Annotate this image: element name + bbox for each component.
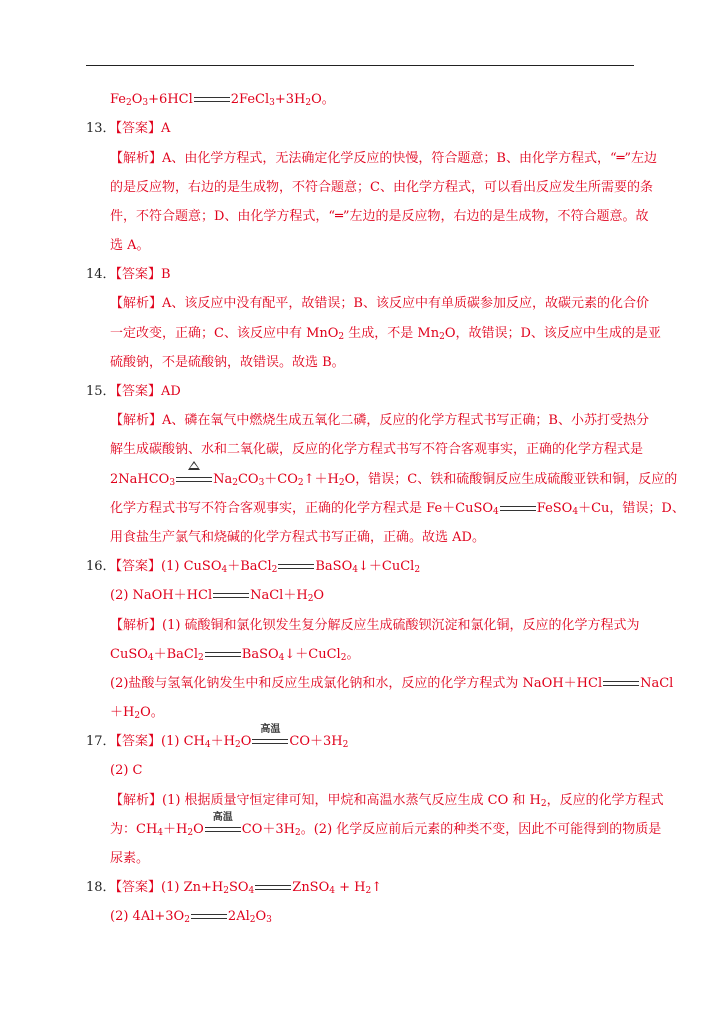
text: 生成，不是 Mn bbox=[344, 326, 440, 341]
text: CuSO bbox=[110, 647, 148, 662]
text: 【答案】(1) Zn+H bbox=[115, 880, 224, 895]
text: ，反应的化学方程式 bbox=[546, 793, 664, 808]
question-17-answer bbox=[86, 723, 349, 750]
subscript: 2 bbox=[297, 478, 304, 488]
text: CO＋3H bbox=[241, 822, 295, 837]
text: O，错误；C、铁和硫酸铜反应生成硫酸亚铁和铜，反应的 bbox=[344, 472, 678, 487]
text: ＋H bbox=[163, 822, 188, 837]
subscript: 2 bbox=[223, 886, 229, 896]
text: SO bbox=[228, 880, 249, 895]
question-15-answer bbox=[86, 384, 181, 400]
text: + H bbox=[334, 880, 366, 895]
subscript: 3 bbox=[266, 915, 272, 925]
text: O bbox=[313, 588, 325, 603]
subscript: 4 bbox=[278, 653, 285, 663]
subscript: 3 bbox=[169, 478, 176, 488]
text: FeSO bbox=[536, 501, 573, 516]
subscript: 4 bbox=[572, 507, 579, 517]
equals-sign bbox=[278, 564, 314, 570]
explanation-line: 的是反应物，右边的是生成物，不符合题意；C、由化学方程式，可以看出反应发生所需要的条 bbox=[110, 180, 653, 195]
equals-sign bbox=[255, 885, 291, 891]
text: ↑ bbox=[371, 880, 383, 895]
question-number: 13． bbox=[86, 121, 116, 136]
explanation-line bbox=[110, 647, 359, 663]
text: 。(2) 化学反应前后元素的种类不变，因此不可能得到的物质是 bbox=[300, 822, 662, 837]
explanation-line bbox=[110, 676, 673, 692]
text: ZnSO bbox=[292, 880, 330, 895]
text: O bbox=[131, 92, 143, 107]
equals-sign bbox=[500, 506, 536, 512]
subscript: 2 bbox=[540, 799, 547, 809]
text: (2) 4Al+3O bbox=[110, 909, 185, 924]
subscript: 2 bbox=[198, 653, 204, 663]
explanation-line: 尿素。 bbox=[110, 851, 150, 866]
text: (2)盐酸与氢氧化钠发生中和反应生成氯化钠和水，反应的化学方程式为 NaOH＋HCl bbox=[110, 676, 603, 691]
text: Fe bbox=[110, 92, 127, 107]
text: +6HCl bbox=[148, 92, 193, 107]
explanation-line: 【解析】A、该反应中没有配平，故错误；B、该反应中有单质碳参加反应，故碳元素的化合价 bbox=[110, 296, 649, 311]
equals-sign bbox=[194, 97, 230, 103]
subscript: 4 bbox=[352, 565, 358, 575]
answer-text: 【答案】AD bbox=[115, 384, 181, 399]
explanation-line bbox=[110, 793, 664, 809]
explanation-line bbox=[110, 326, 661, 342]
text: O bbox=[240, 734, 252, 749]
text: +3H bbox=[274, 92, 306, 107]
text: 化学方程式书写不符合客观事实，正确的化学方程式是 Fe＋CuSO bbox=[110, 501, 494, 516]
text: ＋CO bbox=[264, 472, 298, 487]
subscript: 4 bbox=[493, 507, 499, 517]
question-number: 16． bbox=[86, 559, 116, 574]
explanation-line bbox=[110, 705, 164, 721]
explanation-line: 件，不符合题意；D、由化学方程式，“═”左边的是反应物，右边的是生成物，不符合题意。故 bbox=[110, 209, 649, 224]
subscript: 2 bbox=[232, 478, 238, 488]
text: 一定改变，正确；C、该反应中有 MnO bbox=[110, 326, 339, 341]
subscript: 3 bbox=[142, 98, 149, 108]
text: O bbox=[255, 909, 267, 924]
text: (2) NaOH＋HCl bbox=[110, 588, 213, 603]
subscript: 3 bbox=[258, 478, 265, 488]
subscript: 2 bbox=[234, 740, 241, 750]
subscript: 2 bbox=[414, 565, 421, 575]
text: NaCl bbox=[640, 676, 674, 691]
answer-line: (2) C bbox=[110, 763, 143, 778]
explanation-line bbox=[110, 811, 662, 838]
equals-sign-high-temp bbox=[205, 811, 241, 833]
question-13-answer bbox=[86, 121, 170, 137]
subscript: 2 bbox=[338, 332, 345, 342]
answer-text: 【答案】A bbox=[115, 121, 171, 136]
subscript: 2 bbox=[271, 565, 278, 575]
text: ＋H bbox=[110, 705, 135, 720]
question-number: 18． bbox=[86, 880, 116, 895]
answer-line bbox=[110, 588, 324, 604]
subscript: 2 bbox=[439, 332, 445, 342]
equals-sign bbox=[213, 593, 249, 599]
subscript: 4 bbox=[147, 653, 154, 663]
subscript: 4 bbox=[204, 740, 211, 750]
answer-line bbox=[110, 909, 272, 925]
equals-sign-heat bbox=[176, 477, 212, 483]
question-18-answer bbox=[86, 880, 382, 896]
equals-sign-high-temp bbox=[252, 723, 288, 745]
text: 【解析】(1) 根据质量守恒定律可知，甲烷和高温水蒸气反应生成 CO 和 H bbox=[110, 793, 541, 808]
subscript: 3 bbox=[269, 98, 275, 108]
text: 为：CH bbox=[110, 822, 158, 837]
question-number: 14． bbox=[86, 267, 116, 282]
text: 【答案】(1) CH bbox=[115, 734, 205, 749]
text: O。 bbox=[140, 705, 164, 720]
text: NaCl＋H bbox=[250, 588, 308, 603]
subscript: 2 bbox=[338, 478, 345, 488]
explanation-line bbox=[110, 501, 685, 517]
condition-label: 高温 bbox=[260, 723, 281, 735]
text: 2FeCl bbox=[230, 92, 270, 107]
explanation-line: 选 A。 bbox=[110, 238, 150, 253]
question-16-answer bbox=[86, 559, 420, 575]
explanation-line: 解生成碳酸钠、水和二氧化碳，反应的化学方程式书写不符合客观事实，正确的化学方程式是 bbox=[110, 442, 644, 457]
explanation-line bbox=[110, 472, 677, 488]
text: ＋Cu，错误；D、 bbox=[578, 501, 685, 516]
subscript: 2 bbox=[249, 915, 256, 925]
question-number: 15． bbox=[86, 384, 116, 399]
explanation-line: 【解析】A、磷在氧气中燃烧生成五氧化二磷，反应的化学方程式书写正确；B、小苏打受热分 bbox=[110, 413, 649, 428]
text: ↓＋CuCl bbox=[284, 647, 341, 662]
text: 。 bbox=[346, 647, 360, 662]
explanation-line: 硫酸钠，不是硫酸钠，故错误。故选 B。 bbox=[110, 355, 345, 370]
text: CO＋3H bbox=[289, 734, 343, 749]
text: ＋BaCl bbox=[153, 647, 199, 662]
text: O bbox=[193, 822, 204, 837]
text: Na bbox=[213, 472, 233, 487]
equals-sign bbox=[205, 652, 241, 658]
subscript: 4 bbox=[221, 565, 228, 575]
text: ↑＋H bbox=[303, 472, 339, 487]
subscript: 4 bbox=[248, 886, 255, 896]
subscript: 2 bbox=[342, 740, 349, 750]
subscript: 4 bbox=[329, 886, 335, 896]
text: ＋BaCl bbox=[227, 559, 272, 574]
equals-sign bbox=[191, 914, 227, 920]
answer-text: 【答案】B bbox=[115, 267, 171, 282]
question-number: 17． bbox=[86, 734, 116, 749]
subscript: 2 bbox=[340, 653, 347, 663]
subscript: 2 bbox=[134, 711, 141, 721]
heat-triangle-icon bbox=[188, 460, 200, 476]
text: O。 bbox=[311, 92, 335, 107]
subscript: 2 bbox=[184, 915, 190, 925]
text: 【答案】(1) CuSO bbox=[115, 559, 222, 574]
question-14-answer bbox=[86, 267, 171, 283]
text: O，故错误；D、该反应中生成的是亚 bbox=[444, 326, 661, 341]
equation-line bbox=[110, 92, 335, 108]
subscript: 2 bbox=[365, 886, 372, 896]
explanation-line: 【解析】(1) 硫酸铜和氯化钡发生复分解反应生成硫酸钡沉淀和氯化铜，反应的化学方程式为 bbox=[110, 618, 640, 633]
header-rule bbox=[86, 65, 634, 66]
text: 2NaHCO bbox=[110, 472, 170, 487]
subscript: 2 bbox=[307, 594, 314, 604]
subscript: 2 bbox=[126, 98, 132, 108]
subscript: 2 bbox=[305, 98, 312, 108]
subscript: 2 bbox=[295, 828, 301, 838]
explanation-line: 【解析】A、由化学方程式，无法确定化学反应的快慢，符合题意；B、由化学方程式，“═”左边 bbox=[110, 151, 658, 166]
text: BaSO bbox=[241, 647, 279, 662]
condition-label: 高温 bbox=[212, 811, 233, 823]
explanation-line: 用食盐生产氯气和烧碱的化学方程式书写正确，正确。故选 AD。 bbox=[110, 530, 485, 545]
text: ＋H bbox=[210, 734, 235, 749]
equals-sign bbox=[603, 681, 639, 687]
subscript: 4 bbox=[157, 828, 164, 838]
text: 2Al bbox=[227, 909, 250, 924]
text: BaSO bbox=[315, 559, 353, 574]
text: ↓＋CuCl bbox=[357, 559, 415, 574]
subscript: 2 bbox=[187, 828, 194, 838]
text: CO bbox=[237, 472, 259, 487]
